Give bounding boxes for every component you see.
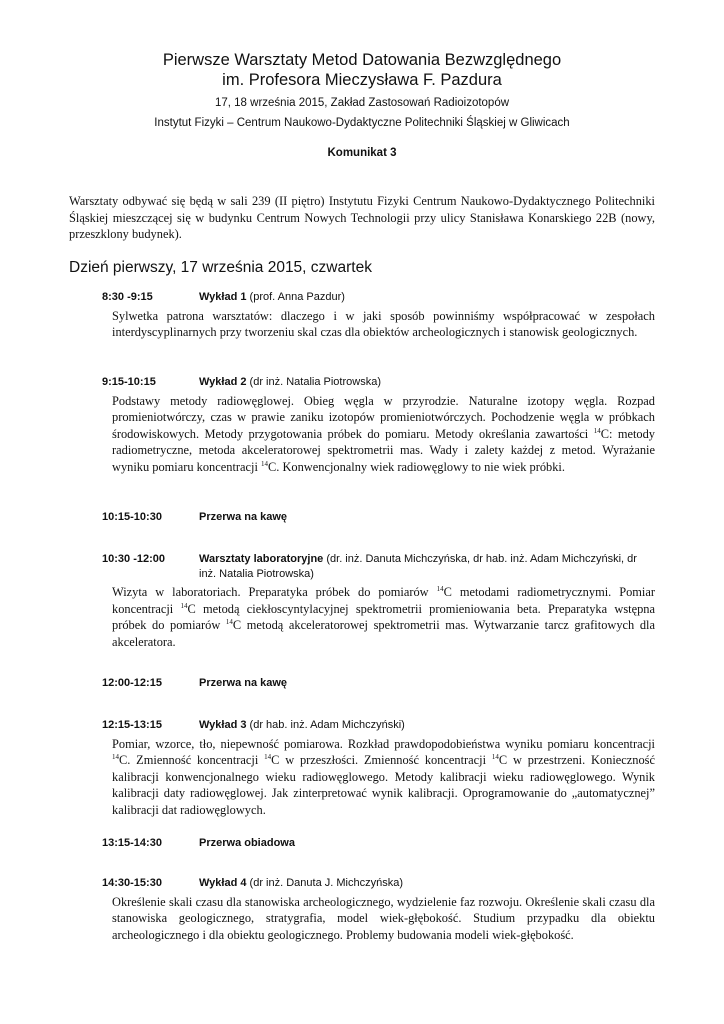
session-header xyxy=(199,510,655,525)
workshop-title-line1: Pierwsze Warsztaty Metod Datowania Bezwzględnego xyxy=(162,51,562,69)
session-time: 12:15-13:15 xyxy=(102,719,162,731)
description-text: Wizyta w laboratoriach. Preparatyka próbek do pomiarów xyxy=(112,585,437,599)
description-text: C metodą akceleratorowej spektrometrii mas. Wytwarzanie tarcz grafitowych dla akceleratora. xyxy=(112,618,655,649)
intro-paragraph: Warsztaty odbywać się będą w sali 239 (II piętro) Instytutu Fizyki Centrum Naukowo-Dydaktycznego Politechniki Śląskiej mieszczącej się w budynku Centrum Nowych Technologii przy ulicy Stanisława Konarskiego 22B (nowy, przeszklony budynek). xyxy=(69,194,655,242)
session-time: 8:30 -9:15 xyxy=(102,291,153,303)
isotope-superscript: 14 xyxy=(264,753,272,762)
day-heading: Dzień pierwszy, 17 września 2015, czwartek xyxy=(69,259,372,276)
session-person: (dr inż. Natalia Piotrowska) xyxy=(246,376,381,388)
description-text: C w przeszłości. Zmienność koncentracji xyxy=(271,753,492,768)
session-header xyxy=(199,718,655,733)
session-description xyxy=(112,736,655,819)
description-text: C. Konwencjonalny wiek radiowęglowy to nie wiek próbki. xyxy=(268,459,565,474)
session-person: (dr inż. Danuta J. Michczyńska) xyxy=(246,877,403,889)
komunikat-label: Komunikat 3 xyxy=(327,147,397,159)
description-text: Podstawy metody radiowęglowej. Obieg węgla w przyrodzie. Naturalne izotopy węgla. Rozpad promieniotwórczy, czas w prawie zaniku izotopów promieniotwórczych. Pochodzenie węgla w próbkach środowiskowych. Metody przygotowania próbek do pomiaru. Metody określania zawartości xyxy=(112,393,655,441)
isotope-superscript: 14 xyxy=(491,753,499,762)
session-person: (dr hab. inż. Adam Michczyński) xyxy=(246,719,405,731)
session-header xyxy=(199,676,655,691)
session-person: (prof. Anna Pazdur) xyxy=(246,291,345,303)
session-1 xyxy=(102,290,655,341)
isotope-superscript: 14 xyxy=(112,753,119,762)
session-description xyxy=(112,308,655,341)
session-person: (dr. inż. Danuta Michczyńska, dr hab. inż. Adam Michczyński, dr inż. Natalia Piotrowska) xyxy=(199,553,637,580)
isotope-superscript: 14 xyxy=(225,618,233,627)
isotope-superscript: 14 xyxy=(261,459,268,468)
session-header xyxy=(199,876,655,891)
session-time: 13:15-14:30 xyxy=(102,837,162,849)
session-2 xyxy=(102,375,655,475)
session-title: Wykład 3 xyxy=(199,719,247,731)
description-text: C metodami radiometrycznymi. Pomiar koncentracji xyxy=(112,585,655,616)
session-title: Przerwa na kawę xyxy=(199,677,288,689)
session-time: 12:00-12:15 xyxy=(102,677,162,689)
description-text: Sylwetka patrona warsztatów: dlaczego i w jaki sposób powinniśmy współpracować w zespołach interdyscyplinarnych przy tworzeniu skal czas dla obiektów archeologicznych i stanowisk geologicznych. xyxy=(112,308,655,340)
isotope-superscript: 14 xyxy=(180,601,188,610)
date-place: 17, 18 września 2015, Zakład Zastosowań Radioizotopów xyxy=(214,97,510,109)
session-title: Wykład 2 xyxy=(199,376,247,388)
session-header xyxy=(199,375,655,390)
session-description xyxy=(112,584,655,650)
session-time: 10:30 -12:00 xyxy=(102,553,165,565)
session-title: Przerwa obiadowa xyxy=(199,837,295,849)
description-text: C: metody radiometryczne, metoda akceleratorowej spektrometrii mas. Wady i zalety każdej z metod. Wyrażanie wyniku pomiaru koncentracji xyxy=(112,426,655,474)
isotope-superscript: 14 xyxy=(436,585,444,593)
session-header xyxy=(199,290,655,305)
description-text: C metodą ciekłoscyntylacyjnej spektrometrii promieniowania beta. Preparatyka wstępna próbek do pomiarów xyxy=(112,601,655,633)
session-time: 14:30-15:30 xyxy=(102,877,162,889)
description-text: Określenie skali czasu dla stanowiska archeologicznego, wydzielenie faz rozwoju. Określenie skali czasu dla stanowiska geologicznego, stratygrafia, model wiek-głębokość. Studium przypadku dla obiektu archeologicznego i dla obiektu geologicznego. Problemy budowania modeli wiek-głębokość. xyxy=(112,894,655,942)
session-title: Wykład 1 xyxy=(199,291,247,303)
session-7 xyxy=(102,836,655,851)
institute: Instytut Fizyki – Centrum Naukowo-Dydaktyczne Politechniki Śląskiej w Gliwicach xyxy=(154,117,570,129)
session-title: Przerwa na kawę xyxy=(199,511,288,523)
isotope-superscript: 14 xyxy=(593,426,601,435)
session-5 xyxy=(102,676,655,691)
session-3 xyxy=(102,510,655,525)
description-text: C. Zmienność koncentracji xyxy=(119,753,265,768)
session-time: 9:15-10:15 xyxy=(102,376,156,388)
session-time: 10:15-10:30 xyxy=(102,511,162,523)
description-text: Pomiar, wzorce, tło, niepewność pomiarowa. Rozkład prawdopodobieństwa wyniku pomiaru koncentracji xyxy=(112,736,655,751)
session-title: Warsztaty laboratoryjne xyxy=(199,553,324,565)
session-title: Wykład 4 xyxy=(199,877,247,889)
session-description xyxy=(112,894,655,944)
session-description xyxy=(112,393,655,476)
workshop-title-line2: im. Profesora Mieczysława F. Pazdura xyxy=(222,71,502,89)
session-8 xyxy=(102,876,655,943)
session-6 xyxy=(102,718,655,818)
session-4 xyxy=(102,552,655,650)
session-header xyxy=(199,836,655,851)
session-header xyxy=(199,552,655,581)
description-text: C w przestrzeni. Konieczność kalibracji konwencjonalnego wieku radiowęglowego. Metody kalibracji wieku radiowęglowego. Wynik kalibracji daty radiowęglowej. Jak zinterpretować wynik kalibracji. Oprogramowanie do „automatycznej” kalibracji dat radiowęglowych. xyxy=(112,753,655,817)
